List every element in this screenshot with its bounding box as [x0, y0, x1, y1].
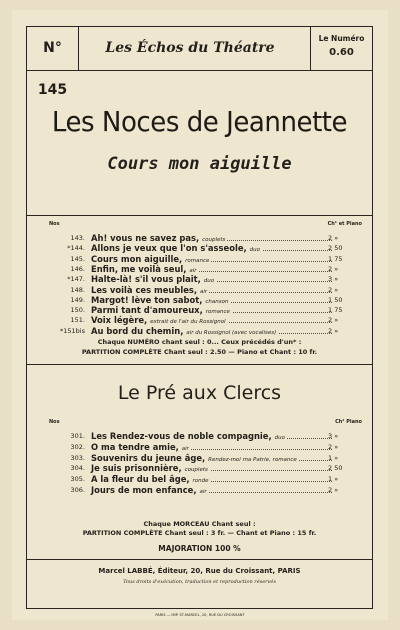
- song-number: 303.: [70, 453, 85, 462]
- song-price: 2 »: [328, 326, 339, 335]
- opera2-footer-line1: Chaque MORCEAU Chant seul :: [143, 520, 256, 528]
- song-title: [91, 485, 209, 497]
- song-title-text: Parmi tant d'amoureux,: [91, 305, 203, 316]
- song-number: 151.: [70, 316, 85, 325]
- song-number: 302.: [70, 442, 85, 451]
- publisher-line: Marcel LABBÉ, Éditeur, 20, Rue du Croissant, PARIS: [98, 567, 301, 575]
- featured-song: Cours mon aiguille: [107, 154, 292, 174]
- song-title-text: O ma tendre amie,: [91, 441, 179, 452]
- cover-frame: [26, 26, 373, 609]
- song-type: chanson: [205, 298, 229, 305]
- song-price: 1 50: [328, 295, 343, 304]
- song-type: air du Rossignol (avec vocalises): [186, 329, 277, 336]
- song-type: air: [200, 288, 208, 295]
- song-type: couplets: [202, 237, 226, 243]
- song-row: [27, 233, 372, 243]
- song-number: *144.: [67, 244, 85, 253]
- song-price: 2 »: [328, 264, 339, 273]
- song-price: 2 »: [328, 316, 339, 325]
- song-type: duo: [203, 278, 215, 285]
- song-row: [27, 485, 372, 495]
- song-number: 305.: [70, 475, 85, 484]
- song-title-text: A la fleur du bel âge,: [91, 474, 190, 485]
- song-row: [27, 243, 372, 253]
- printer-imprint: PARIS — IMP. ST-MARCEL, 20, RUE DU CROISSANT: [155, 613, 245, 617]
- section-divider: [27, 364, 372, 365]
- song-type: air: [181, 445, 189, 452]
- song-title-text: Enfin, me voilà seul,: [91, 263, 187, 274]
- song-row: [27, 463, 372, 473]
- song-title-text: Jours de mon enfance,: [91, 485, 197, 495]
- song-number: 146.: [70, 264, 85, 273]
- price-label: Le Numéro: [318, 34, 365, 43]
- song-title-text: Margot! lève ton sabot,: [91, 294, 203, 305]
- column-header-number-2: Nos: [49, 419, 60, 425]
- song-price: 2 »: [328, 486, 339, 494]
- sheet-music-cover: [12, 10, 388, 620]
- price-box: [310, 27, 372, 70]
- song-price: 2 50: [328, 464, 343, 473]
- series-title: Les Échos du Théatre: [105, 40, 275, 56]
- price-value: 0.60: [329, 47, 354, 58]
- song-row: [27, 274, 372, 284]
- song-type: ronde: [192, 478, 209, 485]
- opera1-footer-line1: Chaque NUMÉRO chant seul : 0... Ceux précédés d'un* :: [97, 338, 302, 346]
- header-band: [27, 27, 372, 98]
- song-number: 149.: [70, 295, 85, 304]
- column-header-price: Ch¹ et Piano: [327, 221, 362, 227]
- opera2-footer-line2: PARTITION COMPLÈTE Chant seul : 3 fr. — Chant et Piano : 15 fr.: [82, 529, 317, 537]
- column-header-number: Nos: [49, 221, 60, 227]
- song-row: [27, 453, 372, 463]
- song-number: *151bis: [60, 326, 85, 335]
- song-type: extrait de l'air du Rossignol: [150, 319, 226, 326]
- song-price: 2 50: [328, 244, 343, 253]
- song-price: 1 75: [328, 254, 343, 263]
- song-title-text: Voix légère,: [91, 315, 148, 326]
- song-number: 301.: [70, 432, 85, 440]
- song-row: [27, 254, 372, 264]
- majoration-note: MAJORATION 100 %: [158, 544, 241, 553]
- title-block: [27, 71, 372, 216]
- song-number: 306.: [70, 486, 85, 494]
- song-price: 2 »: [328, 285, 339, 294]
- publisher-divider: [27, 559, 372, 560]
- issue-number: N° 145: [27, 27, 79, 70]
- song-type: duo: [274, 435, 285, 441]
- song-title-text: Allons je veux que l'on s'asseole,: [91, 243, 247, 254]
- song-type: couplets: [184, 467, 208, 474]
- song-type: Rendez-moi ma Patrie, romance: [208, 456, 297, 463]
- song-number: 145.: [70, 254, 85, 263]
- song-title-text: Cours mon aiguille,: [91, 253, 183, 264]
- song-row: [27, 474, 372, 484]
- opera2-title: Le Pré aux Clercs: [117, 382, 282, 404]
- song-number: 150.: [70, 306, 85, 315]
- song-price: 2 »: [328, 442, 339, 451]
- song-title-text: Je suis prisonnière,: [91, 463, 182, 474]
- song-price: 1 75: [328, 306, 343, 315]
- song-title-text: Ah! vous ne savez pas,: [91, 233, 200, 243]
- song-row: [27, 326, 372, 336]
- song-number: 143.: [70, 234, 85, 242]
- song-number: 148.: [70, 285, 85, 294]
- opera-title: Les Noces de Jeannette: [51, 105, 348, 138]
- song-row: [27, 285, 372, 295]
- song-title-text: Souvenirs du jeune âge,: [91, 452, 206, 463]
- song-row: [27, 315, 372, 325]
- song-price: 1 »: [328, 475, 339, 484]
- song-type: duo: [249, 247, 260, 254]
- song-type: air: [189, 267, 197, 274]
- song-row: [27, 305, 372, 315]
- song-type: romance: [205, 309, 230, 316]
- song-type: romance: [185, 257, 210, 264]
- song-title-text: Les voilà ces meubles,: [91, 284, 198, 295]
- opera1-footer-line2: PARTITION COMPLÈTE Chant seul : 2.50 — Piano et Chant : 10 fr.: [81, 348, 318, 356]
- column-header-price-2: Ch¹ Piano: [335, 419, 362, 425]
- song-title-text: Les Rendez-vous de noble compagnie,: [91, 431, 272, 441]
- song-title: [91, 326, 278, 338]
- song-number: *147.: [67, 275, 85, 284]
- song-price: 2 »: [328, 234, 339, 242]
- song-row: [27, 442, 372, 452]
- song-price: 3 »: [328, 432, 339, 440]
- song-row: [27, 295, 372, 305]
- song-title-text: Halte-là! s'il vous plait,: [91, 274, 201, 285]
- song-price: 3 »: [328, 275, 339, 284]
- song-row: [27, 431, 372, 441]
- rights-notice: Tous droits d'exécution, traduction et reproduction réservés: [123, 579, 276, 585]
- song-type: air: [199, 489, 207, 495]
- song-price: 1 »: [328, 453, 339, 462]
- song-row: [27, 264, 372, 274]
- song-number: 304.: [70, 464, 85, 473]
- song-title-text: Au bord du chemin,: [91, 325, 184, 336]
